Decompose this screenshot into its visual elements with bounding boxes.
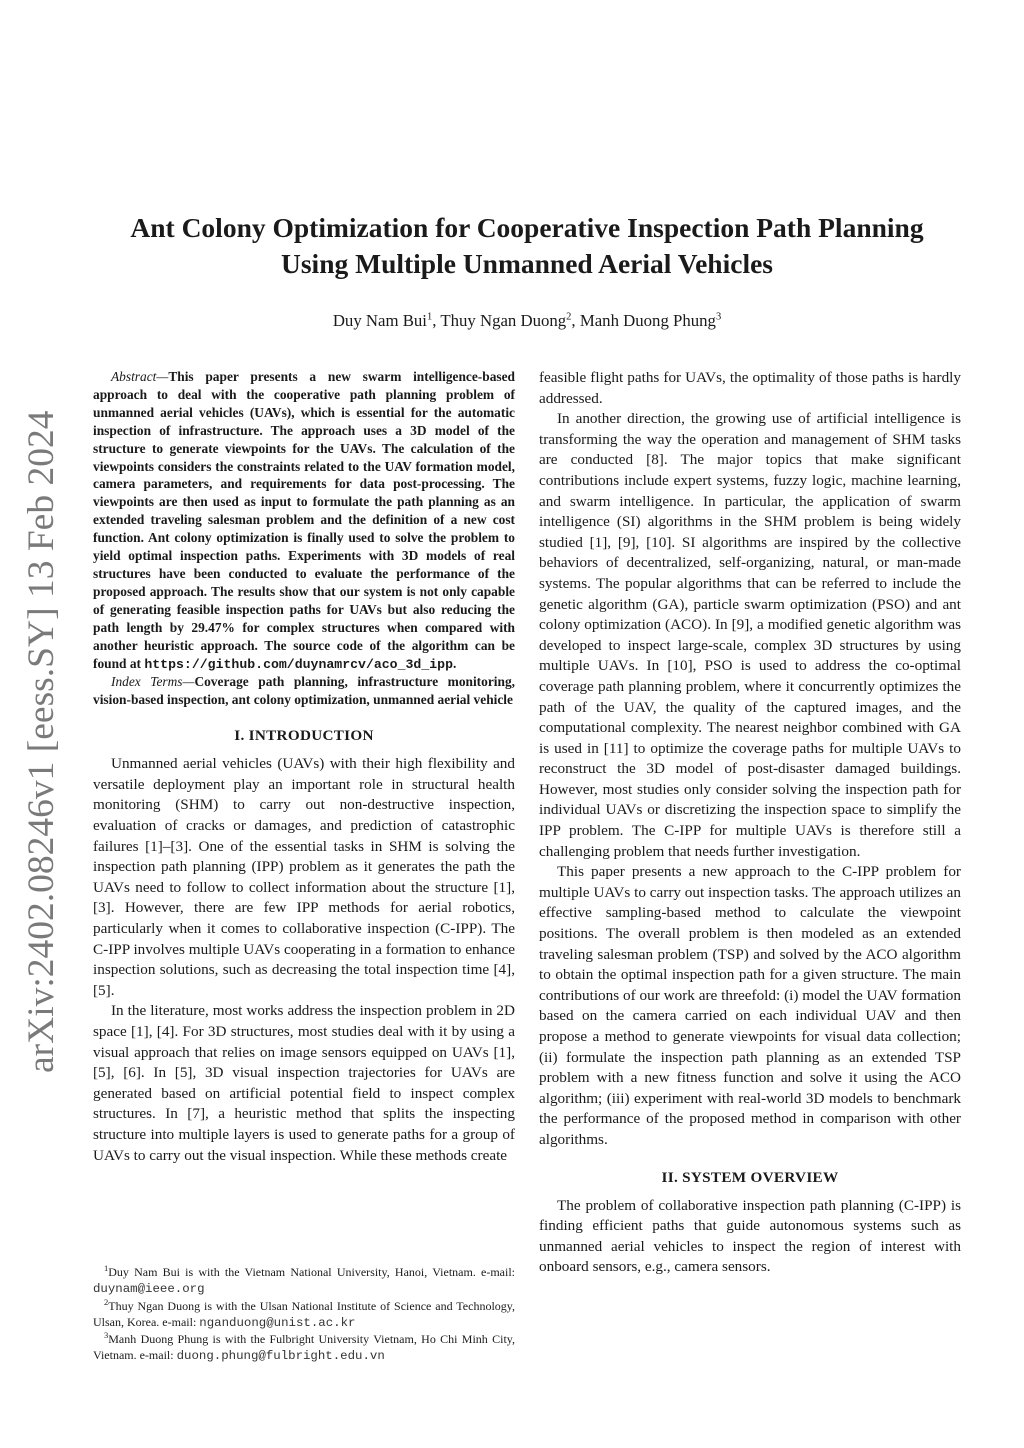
section-title-capital: I xyxy=(248,727,255,745)
section-title-capital: S xyxy=(682,1168,691,1186)
author-separator: , xyxy=(432,311,441,330)
intro-paragraph-1: Unmanned aerial vehicles (UAVs) with their high flexibility and versatile deployment play an important role in structural health monitoring (SHM) to carry out non-destructive inspection, evaluation of cracks or damages, and prediction of catastrophic failures [1]–[3]. One of the essential tasks in SHM is solving the inspection path planning (IPP) problem as it generates the path the UAVs need to follow to collect information about the structure [1], [3]. However, there are few IPP methods for aerial robotics, particularly when it comes to collaborative inspection (C-IPP). The C-IPP involves multiple UAVs cooperating in a formation to enhance inspection solutions, such as decreasing the total inspection time [4], [5]. xyxy=(93,755,515,999)
abstract xyxy=(93,368,515,673)
index-terms-dash: — xyxy=(182,674,195,690)
footnote-2 xyxy=(93,1298,515,1332)
footnote-email[interactable]: duynam@ieee.org xyxy=(93,1282,205,1297)
title-line-2: Using Multiple Unmanned Aerial Vehicles xyxy=(281,248,773,279)
author-name: Manh Duong Phung xyxy=(579,311,716,330)
footnote-1 xyxy=(93,1264,515,1298)
section-number: I. xyxy=(234,727,249,745)
footnote-text: Manh Duong Phung is with the Fulbright University Vietnam, Ho Chi Minh City, Vietnam. e-mail: xyxy=(93,1332,515,1363)
footnotes xyxy=(93,1261,515,1365)
abstract-text: This paper presents a new swarm intelligence-based approach to deal with the cooperative path planning problem of unmanned aerial vehicles (UAVs), which is essential for the automatic inspection of infrastructure. The approach uses a 3D model of the structure to generate viewpoints for the UAVs. The calculation of the viewpoints considers the constraints related to the UAV formation model, camera parameters, and requirements for data post-processing. The viewpoints are then used as input to formulate the path planning as an extended traveling salesman problem and the definition of a new cost function. Ant colony optimization is finally used to solve the problem to yield optimal inspection paths. Experiments with 3D models of real structures have been conducted to evaluate the performance of the proposed approach. The results show that our system is not only capable of generating feasible inspection paths for UAVs but also reducing the path length by 29.47% for complex structures when compared with another heuristic approach. The source code of the algorithm can be found at xyxy=(93,369,515,671)
author-separator: , xyxy=(571,311,580,330)
section-title-rest: NTRODUCTION xyxy=(254,727,374,745)
arxiv-identifier-stamp: arXiv:2402.08246v1 [eess.SY] 13 Feb 2024 xyxy=(21,410,62,1073)
index-terms-label: Index Terms xyxy=(111,674,183,690)
left-column xyxy=(93,368,515,1166)
footnote-mark: 1 xyxy=(104,1263,109,1273)
footnote-mark: 3 xyxy=(104,1330,109,1341)
system-overview-paragraph: The problem of collaborative inspection path planning (C-IPP) is finding efficient paths that guide autonomous systems such as unmanned aerial vehicles to inspect the region of interest with onboard sensors, e.g., camera sensors. xyxy=(539,1196,961,1276)
index-terms-text: Coverage path planning, infrastructure monitoring, vision-based inspection, ant colony optimization, unmanned aerial vehicle xyxy=(93,674,515,708)
footnote-text: Duy Nam Bui is with the Vietnam National University, Hanoi, Vietnam. e-mail: xyxy=(108,1265,515,1279)
author-list xyxy=(100,309,954,333)
footnote-rule xyxy=(93,1261,223,1262)
footnote-email[interactable]: nganduong@unist.ac.kr xyxy=(199,1315,356,1330)
author-name: Duy Nam Bui xyxy=(332,311,427,330)
section-title-rest: YSTEM OVERVIEW xyxy=(690,1168,839,1186)
index-terms xyxy=(93,673,515,709)
intro-paragraph-2: In the literature, most works address the inspection problem in 2D space [1], [4]. For 3D structures, most studies deal with it by using a visual approach that relies on image sensors equipped on UAVs [1], [5], [6]. In [5], 3D visual inspection trajectories for UAVs are generated based on artificial potential field to inspect complex structures. In [7], a heuristic method that splits the inspecting structure into multiple layers is used to generate paths for a group of UAVs to carry out the visual inspection. While these methods create xyxy=(93,1002,515,1164)
right-column xyxy=(539,368,961,1278)
source-code-url[interactable]: https://github.com/duynamrcv/aco_3d_ipp xyxy=(144,656,453,672)
paper-title xyxy=(100,210,954,282)
abstract-dash: — xyxy=(156,369,169,384)
footnote-email[interactable]: duong.phung@fulbright.edu.vn xyxy=(176,1349,385,1364)
intro-paragraph-4: This paper presents a new approach to the C-IPP problem for multiple UAVs to carry out inspection tasks. The approach utilizes an effective sampling-based method to calculate the viewpoint positions. The overall problem is then modeled as an extended traveling salesman problem (TSP) and solved by the ACO algorithm to obtain the optimal inspection path for a given structure. The main contributions of our work are threefold: (i) model the UAV formation based on the camera carried on each individual UAV and then propose a method to generate viewpoints for visual data collection; (ii) formulate the inspection path planning as an extended TSP problem with a new fitness function and solve it using the ACO algorithm; (iii) experiment with real-world 3D models to benchmark the performance of the proposed method in comparison with other algorithms. xyxy=(539,863,961,1148)
abstract-label: Abstract xyxy=(111,369,157,384)
intro-paragraph-2-continued: feasible flight paths for UAVs, the optimality of those paths is hardly addressed. xyxy=(539,369,961,407)
author-affiliation-mark: 2 xyxy=(566,311,572,323)
footnote-3 xyxy=(93,1331,515,1365)
intro-paragraph-3: In another direction, the growing use of artificial intelligence is transforming the way the operation and management of SHM tasks are conducted [8]. The major topics that make significant contributions include expert systems, fuzzy logic, machine learning, and swarm intelligence. In particular, the application of swarm intelligence (SI) algorithms in the SHM problem is being widely studied [1], [9], [10]. SI algorithms are inspired by the collective behaviors of decentralized, self-organizing, natural, or man-made systems. The popular algorithms that can be referred to include the genetic algorithm (GA), particle swarm optimization (PSO) and ant colony optimization (ACO). In [9], a modified genetic algorithm was developed to inspect large-scale, complex 3D structures by using multiple UAVs. In [10], PSO is used to address the co-optimal coverage path planning problem, where it concurrently optimizes the path of the UAV, the quality of the captured images, and the computational complexity. The nearest neighbor combined with GA is used in [11] to optimize the coverage paths for multiple UAVs to reconstruct the 3D model of post-disaster damaged buildings. However, most studies only consider solving the inspection path for individual UAVs or discretizing the inspection space to simplify the IPP problem. The C-IPP for multiple UAVs is therefore still a challenging problem that needs further investigation. xyxy=(539,410,961,860)
section-heading-introduction xyxy=(93,726,515,746)
section-number: II. xyxy=(661,1168,683,1186)
section-heading-system-overview xyxy=(539,1168,961,1188)
footnote-text: Thuy Ngan Duong is with the Ulsan National Institute of Science and Technology, Ulsan, Korea. e-mail: xyxy=(93,1298,515,1329)
author-affiliation-mark: 3 xyxy=(715,311,722,323)
author-affiliation-mark: 1 xyxy=(426,311,433,323)
abstract-end-punct: . xyxy=(453,655,457,671)
title-line-1: Ant Colony Optimization for Cooperative Inspection Path Planning xyxy=(130,212,924,243)
author-name: Thuy Ngan Duong xyxy=(440,311,567,330)
footnote-mark: 2 xyxy=(104,1296,109,1307)
